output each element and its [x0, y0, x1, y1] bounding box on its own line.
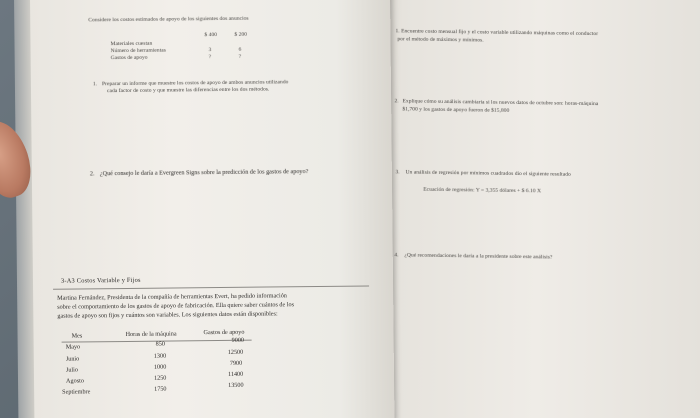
cell-horas: 850 [155, 340, 165, 348]
cell-gastos: 9000 [231, 336, 245, 344]
estimate-row-a: 3 [208, 47, 212, 54]
table-header-gastos: Gastos de apoyo [203, 328, 245, 337]
q2-number: 2. [89, 170, 95, 178]
q1-line2: cada factor de costo y que muestre las diferencias entre los dos métodos. [106, 86, 270, 95]
cell-gastos: 13500 [228, 381, 244, 389]
item2-line2: $1,700 y los gastos de apoyo fueron de $15,800 [402, 106, 510, 114]
cell-mes: Agosto [65, 377, 84, 385]
estimate-row-label: Materiales cuestan [110, 40, 153, 48]
cell-horas: 1750 [154, 385, 167, 393]
item4-number: 4. [394, 252, 399, 259]
estimate-row-b: ? [238, 53, 242, 60]
left-page [28, 0, 394, 418]
item2-line1: Explique cómo su análisis cambiaría si los nuevos datos de octubre son: horas-máquina [402, 98, 599, 108]
q1-line1: Preparar un informe que muestre los costos de apoyo de ambos anuncios utilizando [101, 79, 289, 88]
intro-text: Considere los costos estimados de apoyo de los siguientes dos anuncios [88, 15, 249, 24]
item3-text: Un análisis de regresión por mínimos cuadrados dio el siguiente resultado [405, 169, 571, 178]
item4-text: ¿Qué recomendaciones le daría a la presidente sobre este análisis? [404, 252, 553, 261]
cell-horas: 1300 [153, 352, 167, 360]
cell-gastos: 12500 [227, 348, 244, 356]
cell-mes: Mayo [65, 343, 81, 351]
section-divider [53, 285, 369, 289]
estimate-row-label: Gastos de apoyo [110, 54, 148, 62]
section-title: 3-A3 Costos Variable y Fijos [60, 276, 141, 285]
cell-gastos: 11400 [227, 370, 244, 378]
regression-equation: Ecuación de regresión: Y = 3,355 dólares + $ 6.10 X [423, 186, 542, 195]
table-header-mes: Mes [71, 332, 83, 340]
estimate-row-a: ? [208, 54, 212, 61]
paragraph-line1: Martina Fernández, Presidenta de la compañía de herramientas Evert, ha pedido información [57, 292, 287, 302]
cell-mes: Septiembre [62, 388, 91, 396]
cell-gastos: 7900 [229, 359, 243, 367]
paragraph-line2: sobre el comportamiento de los gastos de apoyo de fabricación. Ella quiere saber cuántos de los [57, 301, 295, 311]
q1-number: 1. [92, 81, 98, 88]
cell-mes: Junio [65, 355, 80, 363]
right-page [370, 0, 700, 418]
q2-text: ¿Qué consejo le daría a Evergreen Signs sobre la predicción de los gastos de apoyo? [99, 168, 309, 178]
cell-horas: 1000 [153, 363, 167, 371]
table-header-horas: Horas de la máquina [125, 330, 177, 338]
estimate-col-b: $ 200 [234, 31, 248, 38]
estimate-row-b: 6 [238, 46, 242, 53]
paragraph-line3: gastos de apoyo son fijos y cuántos son variables. Los siguientes datos están disponibles: [57, 310, 278, 320]
estimate-col-a: $ 400 [204, 32, 218, 39]
item1-line2: por el método de máximos y mínimos. [397, 36, 484, 44]
estimate-row-label: Número de herramientas [110, 47, 166, 55]
cell-horas: 1250 [153, 374, 167, 382]
item1-line1: 1. Encuentre costo mensual fijo y el costo variable utilizando máquinas como el conductor [395, 28, 599, 38]
cell-mes: Julio [65, 366, 79, 374]
item2-number: 2. [394, 98, 399, 105]
item3-number: 3. [395, 169, 400, 176]
